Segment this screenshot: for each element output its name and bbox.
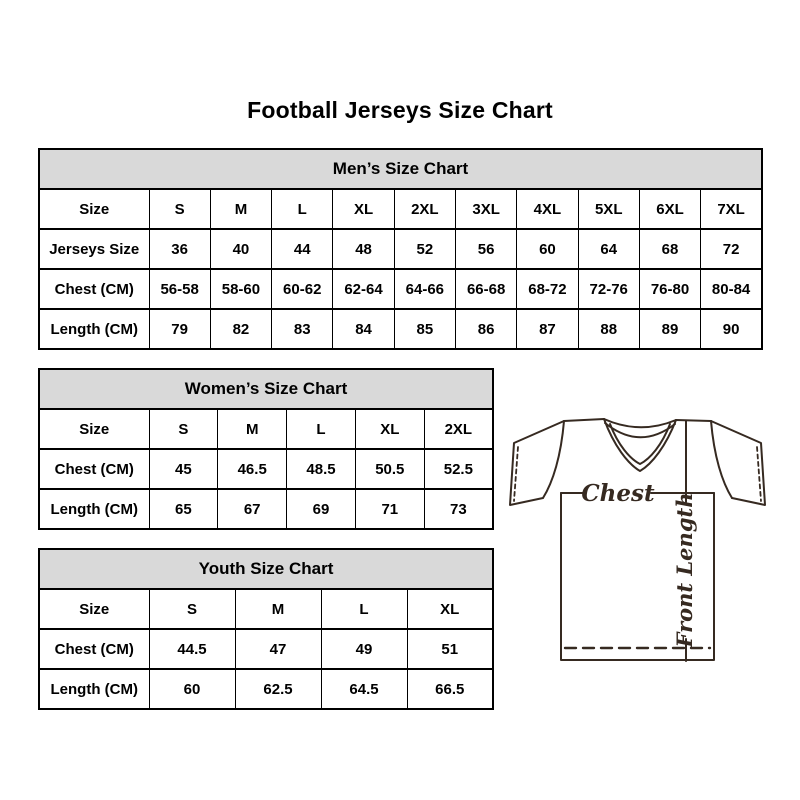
- cell: 36: [149, 229, 210, 269]
- cell: L: [272, 189, 333, 229]
- cell: 62-64: [333, 269, 394, 309]
- cell: 68: [639, 229, 700, 269]
- cell: 79: [149, 309, 210, 349]
- cell: 2XL: [394, 189, 455, 229]
- cell: 60: [149, 669, 235, 709]
- cell: L: [321, 589, 407, 629]
- cell: 82: [210, 309, 271, 349]
- table-header-row: [39, 149, 762, 189]
- table-row: [39, 669, 493, 709]
- table-row: [39, 489, 493, 529]
- table-row: [39, 589, 493, 629]
- cell: 85: [394, 309, 455, 349]
- table-title: Women’s Size Chart: [39, 369, 493, 409]
- cell: 67: [218, 489, 287, 529]
- cell: 3XL: [455, 189, 516, 229]
- cell: 47: [235, 629, 321, 669]
- cell: 87: [517, 309, 578, 349]
- cell: 45: [149, 449, 218, 489]
- page-title: Football Jerseys Size Chart: [247, 97, 553, 123]
- jersey-outline: [510, 419, 765, 661]
- cell: 5XL: [578, 189, 639, 229]
- cell: 51: [407, 629, 493, 669]
- chest-measure-label: Chest: [581, 480, 655, 507]
- cell: 84: [333, 309, 394, 349]
- row-label-cell: Length (CM): [39, 489, 149, 529]
- cell: 83: [272, 309, 333, 349]
- cell: 89: [639, 309, 700, 349]
- cell: 86: [455, 309, 516, 349]
- cell: 66.5: [407, 669, 493, 709]
- cell: M: [235, 589, 321, 629]
- womens-size-table: [38, 368, 494, 530]
- cell: 71: [355, 489, 424, 529]
- table-row: [39, 309, 762, 349]
- cell: 52.5: [424, 449, 493, 489]
- row-label-cell: Chest (CM): [39, 269, 149, 309]
- table-row: [39, 229, 762, 269]
- mens-size-table: [38, 148, 763, 350]
- table-title: Men’s Size Chart: [39, 149, 762, 189]
- cell: 40: [210, 229, 271, 269]
- youth-size-table: [38, 548, 494, 710]
- cell: 62.5: [235, 669, 321, 709]
- cell: 72-76: [578, 269, 639, 309]
- cell: 73: [424, 489, 493, 529]
- cell: 66-68: [455, 269, 516, 309]
- cell: 46.5: [218, 449, 287, 489]
- cell: L: [287, 409, 356, 449]
- cell: 64-66: [394, 269, 455, 309]
- cell: 68-72: [517, 269, 578, 309]
- row-label-cell: Chest (CM): [39, 629, 149, 669]
- table-header-row: [39, 369, 493, 409]
- row-label-cell: Length (CM): [39, 309, 149, 349]
- jersey-diagram: [501, 398, 779, 690]
- cell: 64.5: [321, 669, 407, 709]
- cell: 50.5: [355, 449, 424, 489]
- cell: XL: [333, 189, 394, 229]
- cell: S: [149, 589, 235, 629]
- cell: 7XL: [701, 189, 762, 229]
- cell: 6XL: [639, 189, 700, 229]
- cell: 48: [333, 229, 394, 269]
- cell: XL: [355, 409, 424, 449]
- cell: 4XL: [517, 189, 578, 229]
- cell: 44.5: [149, 629, 235, 669]
- table-row: [39, 269, 762, 309]
- table-title: Youth Size Chart: [39, 549, 493, 589]
- cell: 90: [701, 309, 762, 349]
- cell: M: [210, 189, 271, 229]
- cell: 56: [455, 229, 516, 269]
- table-header-row: [39, 549, 493, 589]
- row-label-cell: Jerseys Size: [39, 229, 149, 269]
- cell: 76-80: [639, 269, 700, 309]
- cell: 49: [321, 629, 407, 669]
- cell: 58-60: [210, 269, 271, 309]
- row-label-cell: Length (CM): [39, 669, 149, 709]
- cell: 44: [272, 229, 333, 269]
- cell: 69: [287, 489, 356, 529]
- cell: S: [149, 189, 210, 229]
- cell: 80-84: [701, 269, 762, 309]
- cell: 60: [517, 229, 578, 269]
- cell: XL: [407, 589, 493, 629]
- cell: 48.5: [287, 449, 356, 489]
- cell: 52: [394, 229, 455, 269]
- table-row: [39, 449, 493, 489]
- cell: 65: [149, 489, 218, 529]
- cell: 88: [578, 309, 639, 349]
- table-row: [39, 189, 762, 229]
- cell: 72: [701, 229, 762, 269]
- cell: S: [149, 409, 218, 449]
- cell: 64: [578, 229, 639, 269]
- cell: 2XL: [424, 409, 493, 449]
- cell: 56-58: [149, 269, 210, 309]
- row-label-cell: Size: [39, 589, 149, 629]
- front-length-measure-label: Front Length: [672, 492, 697, 648]
- table-row: [39, 409, 493, 449]
- table-row: [39, 629, 493, 669]
- row-label-cell: Size: [39, 189, 149, 229]
- cell: 60-62: [272, 269, 333, 309]
- cell: M: [218, 409, 287, 449]
- row-label-cell: Chest (CM): [39, 449, 149, 489]
- row-label-cell: Size: [39, 409, 149, 449]
